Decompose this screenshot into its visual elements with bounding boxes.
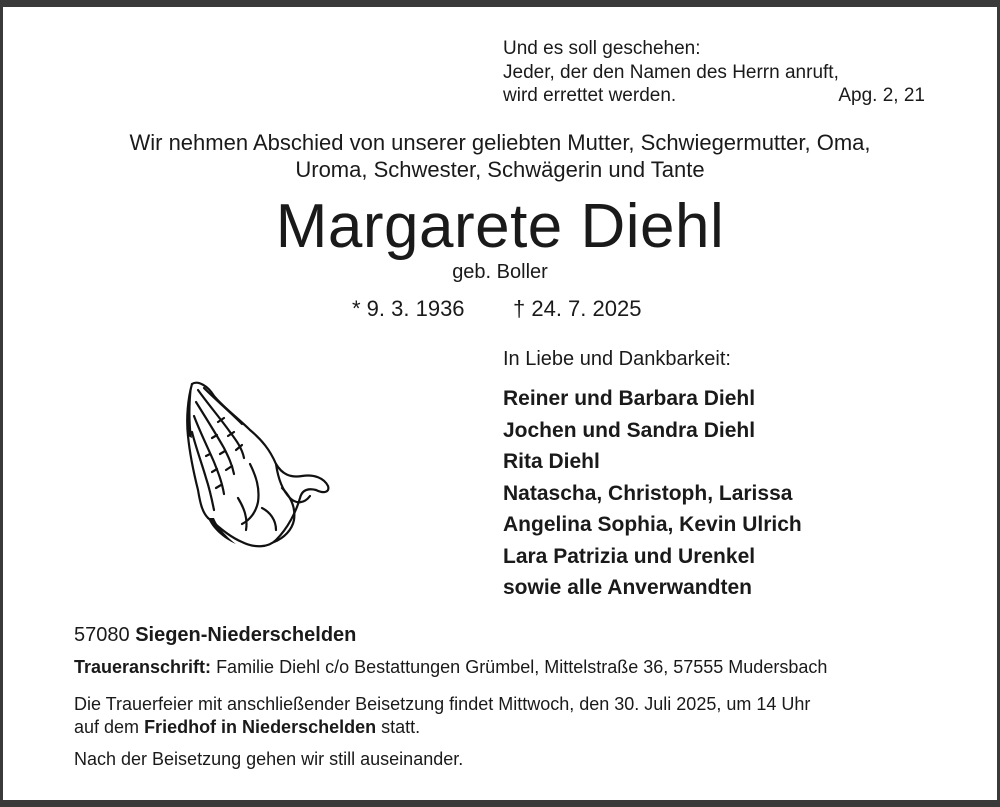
verse-reference: Apg. 2, 21: [838, 85, 925, 106]
verse-line: Und es soll geschehen:: [503, 38, 701, 59]
mourner-name: Jochen und Sandra Diehl: [503, 418, 756, 442]
ceremony-line: [74, 716, 810, 739]
farewell-intro: [0, 129, 1000, 183]
ceremony-prefix: auf dem: [74, 717, 140, 737]
mourner-name: sowie alle Anverwandten: [503, 576, 752, 599]
mourners-heading: In Liebe und Dankbarkeit:: [503, 348, 731, 370]
death-date: † 24. 7. 2025: [513, 296, 642, 321]
ceremony-info: [74, 693, 810, 739]
closing-note: Nach der Beisetzung gehen wir still auseinander.: [74, 749, 464, 769]
ceremony-line: Die Trauerfeier mit anschließender Beisetzung findet Mittwoch, den 30. Juli 2025, um 14 Uhr: [74, 694, 811, 714]
verse-line-text: wird errettet werden.: [503, 85, 677, 106]
maiden-name: geb. Boller: [452, 261, 548, 283]
birth-date: * 9. 3. 1936: [352, 296, 465, 321]
ceremony-suffix: statt.: [381, 717, 421, 737]
mourner-name: Reiner und Barbara Diehl: [503, 387, 756, 410]
address-label: Traueranschrift:: [74, 657, 212, 677]
postcode: 57080: [74, 624, 130, 646]
mourner-name: Rita Diehl: [503, 450, 600, 473]
bible-verse: [503, 37, 933, 108]
mourners-list: [503, 383, 802, 604]
mourning-address: [74, 655, 827, 679]
intro-line: Uroma, Schwester, Schwägerin und Tante: [295, 157, 705, 182]
city-name: Siegen-Niederschelden: [135, 624, 357, 646]
address-text: Familie Diehl c/o Bestattungen Grümbel, Mittelstraße 36, 57555 Mudersbach: [216, 657, 828, 677]
cemetery-name: Friedhof in Niederschelden: [144, 717, 377, 737]
intro-line: Wir nehmen Abschied von unserer geliebten Mutter, Schwiegermutter, Oma,: [129, 130, 871, 155]
praying-hands-icon: [178, 378, 333, 550]
mourner-name: Natascha, Christoph, Larissa: [503, 481, 793, 505]
verse-line: Jeder, der den Namen des Herrn anruft,: [503, 61, 839, 83]
deceased-name: Margarete Diehl: [275, 192, 725, 261]
mourner-name: Lara Patrizia und Urenkel: [503, 544, 756, 568]
mourner-name: Angelina Sophia, Kevin Ulrich: [503, 513, 802, 536]
verse-line: [503, 84, 933, 108]
location-line: [74, 622, 356, 648]
